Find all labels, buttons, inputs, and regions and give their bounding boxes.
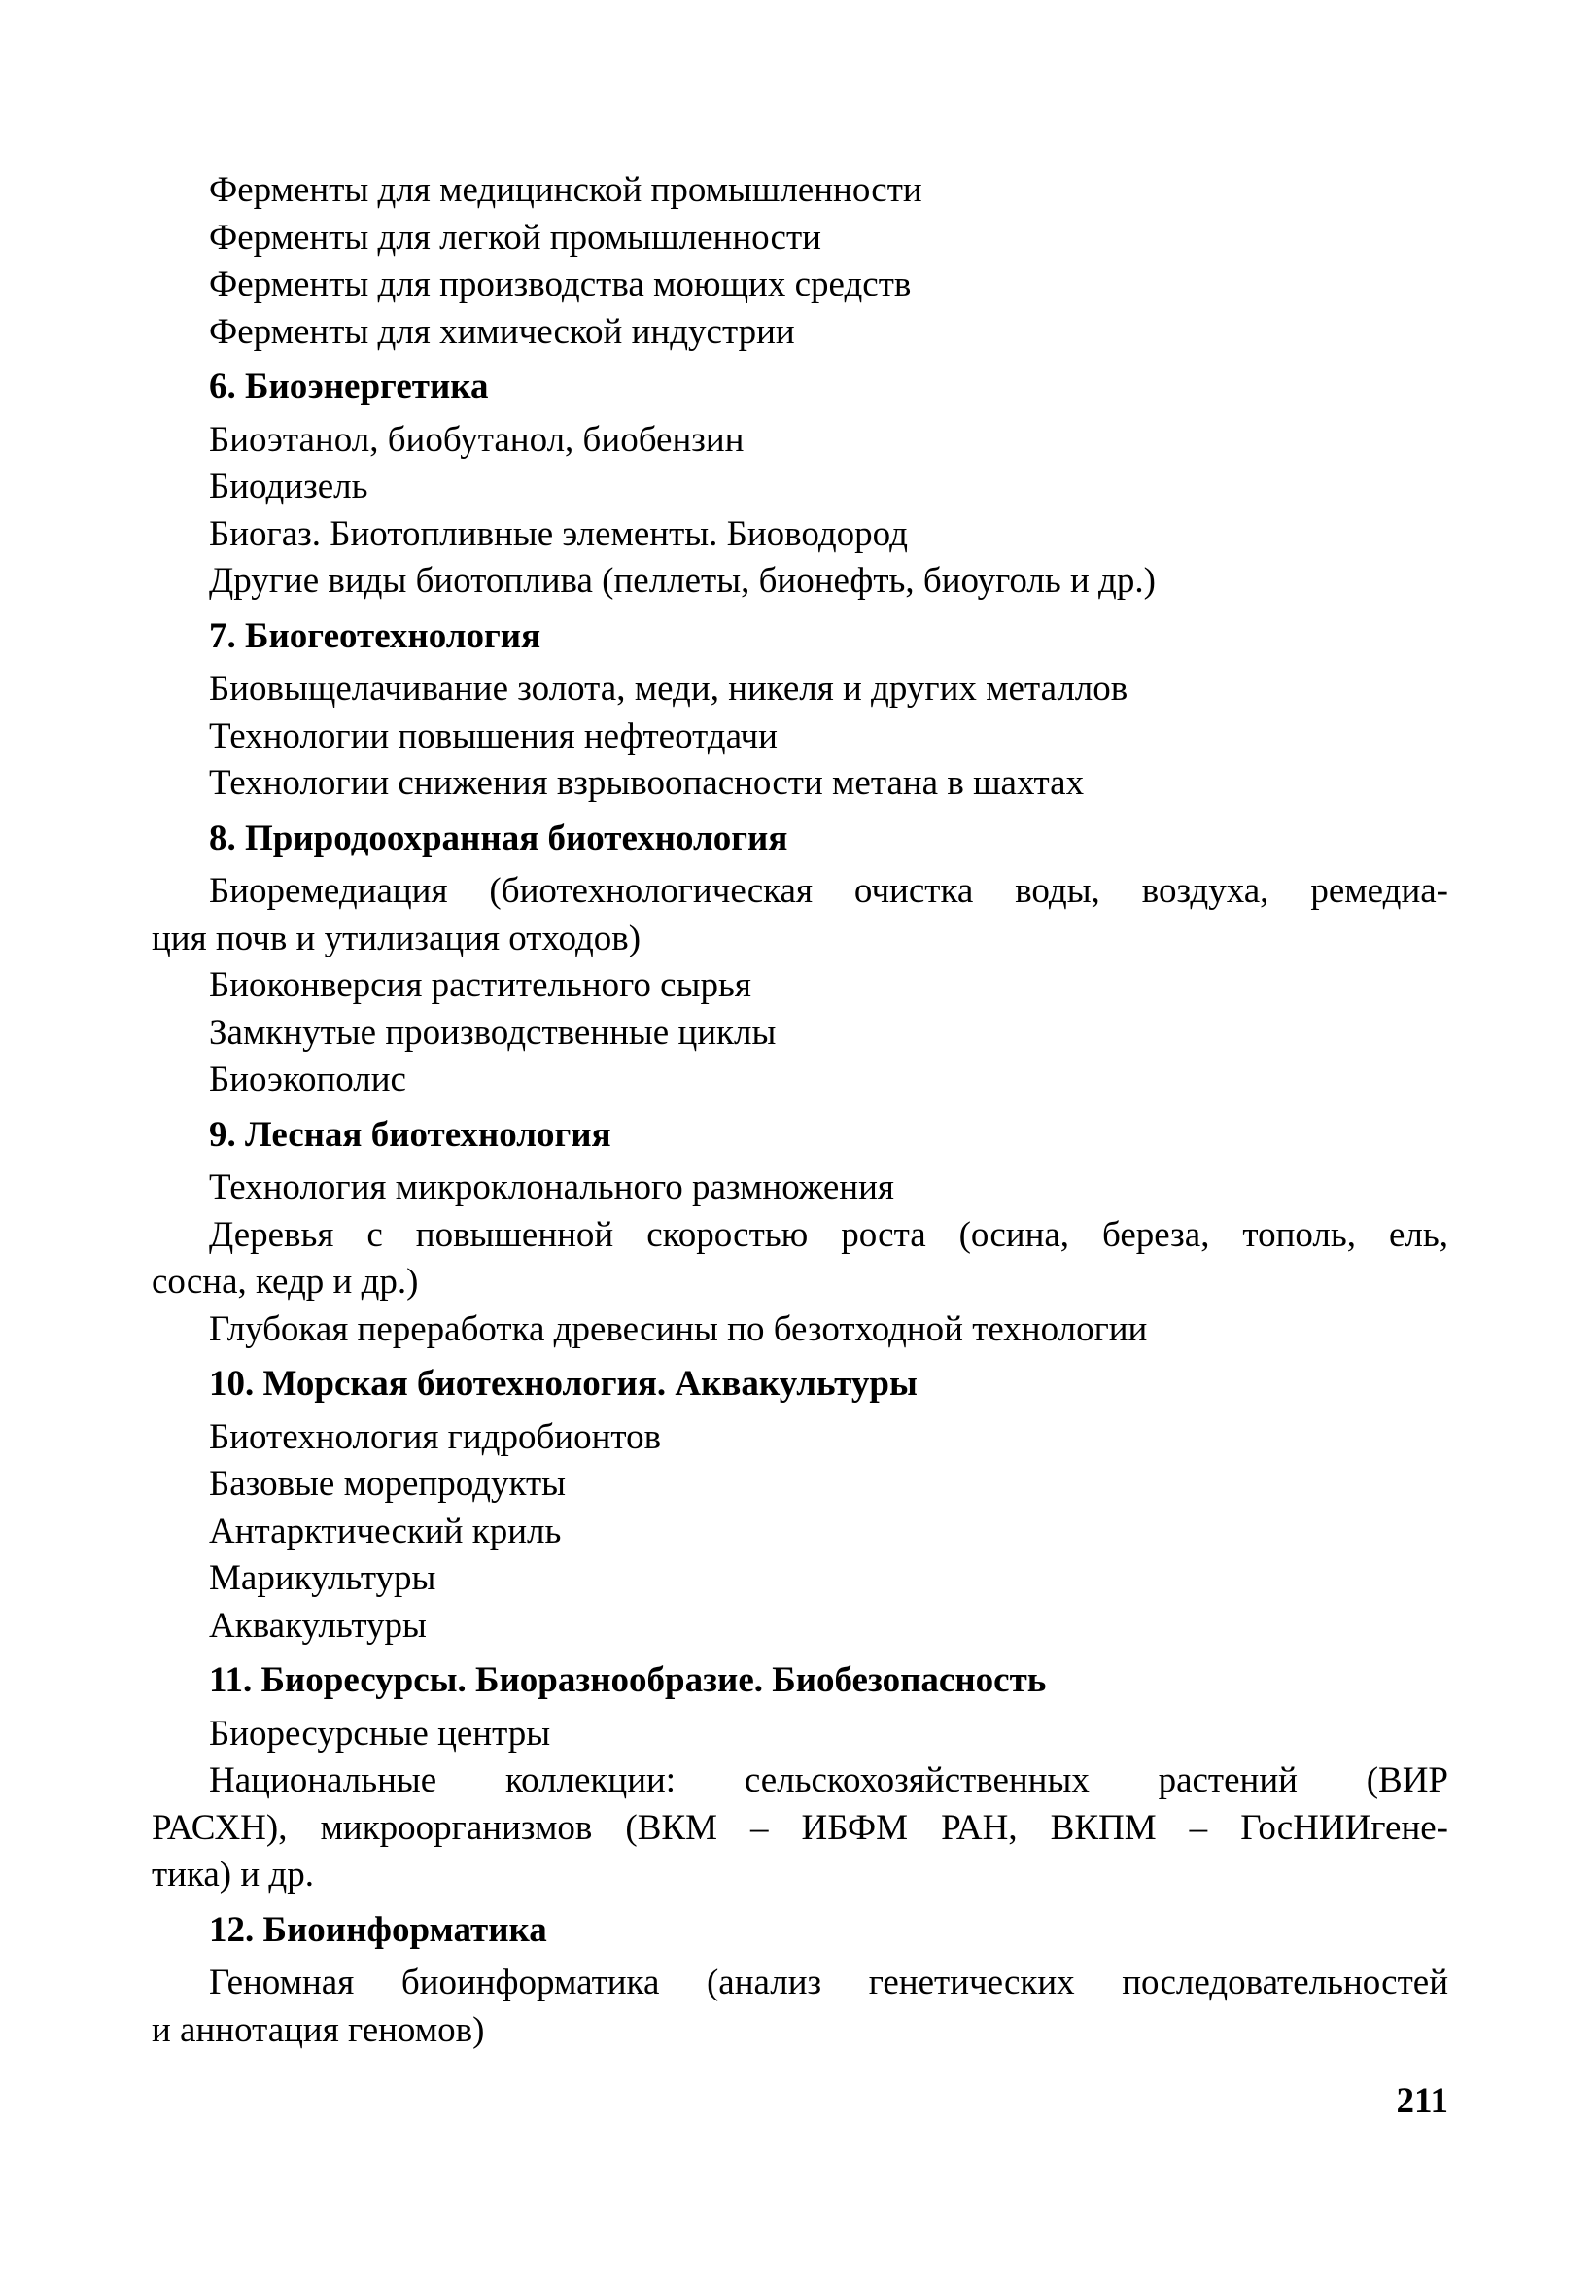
paragraph-line: ция почв и утилизация отходов) [152, 918, 642, 958]
list-item: Технологии снижения взрывоопасности метана в шахтах [209, 763, 1085, 803]
list-item: Биоконверсия растительного сырья [209, 965, 751, 1005]
section-heading-environmental-biotechnology: 8. Природоохранная биотехнология [209, 818, 788, 858]
list-item: Антарктический криль [209, 1511, 562, 1551]
paragraph-line: сосна, кедр и др.) [152, 1262, 419, 1302]
paragraph-line: тика) и др. [152, 1855, 315, 1895]
section-heading-bioinformatics: 12. Биоинформатика [209, 1909, 547, 1950]
list-item: Базовые морепродукты [209, 1464, 566, 1504]
list-item: Другие виды биотоплива (пеллеты, бионефть, биоуголь и др.) [209, 561, 1156, 601]
list-item: Ферменты для химической индустрии [209, 311, 795, 352]
section-heading-biogeotechnology: 7. Биогеотехнология [209, 615, 541, 656]
list-item: Марикультуры [209, 1558, 436, 1598]
paragraph-genomic-bioinformatics [152, 1960, 1448, 2054]
paragraph-bioremediation [152, 868, 1448, 962]
section-heading-bioresources: 11. Биоресурсы. Биоразнообразие. Биобезопасность [209, 1660, 1047, 1700]
list-item: Биотехнология гидробионтов [209, 1416, 662, 1457]
list-item: Биовыщелачивание золота, меди, никеля и других металлов [209, 669, 1128, 709]
list-item: Биодизель [209, 467, 368, 506]
section-heading-bioenergetics: 6. Биоэнергетика [209, 366, 489, 406]
list-item: Биогаз. Биотопливные элементы. Биоводород [209, 513, 908, 554]
list-item: Биоресурсные центры [209, 1713, 551, 1754]
list-item: Технология микроклонального размножения [209, 1167, 894, 1207]
section-heading-forest-biotechnology: 9. Лесная биотехнология [209, 1114, 611, 1155]
paragraph-line: Геномная биоинформатика (анализ генетических последовательностей [209, 1963, 1448, 2002]
paragraph-fast-growing-trees [152, 1212, 1448, 1306]
page-number: 211 [1396, 2081, 1448, 2121]
paragraph-line: и аннотация геномов) [152, 2009, 485, 2050]
list-item: Ферменты для производства моющих средств [209, 264, 912, 304]
list-item: Технологии повышения нефтеотдачи [209, 715, 778, 756]
list-item: Аквакультуры [209, 1605, 427, 1646]
list-item: Биоэтанол, биобутанол, биобензин [209, 419, 745, 460]
paragraph-line: РАСХН), микроорганизмов (ВКМ – ИБФМ РАН, ВКПМ – ГосНИИгене- [152, 1807, 1448, 1848]
list-item: Замкнутые производственные циклы [209, 1012, 777, 1053]
list-item: Биоэкополис [209, 1060, 406, 1099]
list-item: Ферменты для легкой промышленности [209, 217, 821, 258]
paragraph-line: Деревья с повышенной скоростью роста (осина, береза, тополь, ель, [209, 1214, 1448, 1255]
paragraph-line: Биоремедиация (биотехнологическая очистка воды, воздуха, ремедиа- [209, 871, 1448, 911]
paragraph-national-collections [152, 1757, 1448, 1899]
section-heading-marine-biotechnology: 10. Морская биотехнология. Аквакультуры [209, 1364, 918, 1404]
list-item: Ферменты для медицинской промышленности [209, 170, 922, 210]
paragraph-line: Национальные коллекции: сельскохозяйственных растений (ВИР [209, 1760, 1448, 1800]
page-body [152, 167, 1448, 2054]
list-item: Глубокая переработка древесины по безотходной технологии [209, 1308, 1148, 1349]
